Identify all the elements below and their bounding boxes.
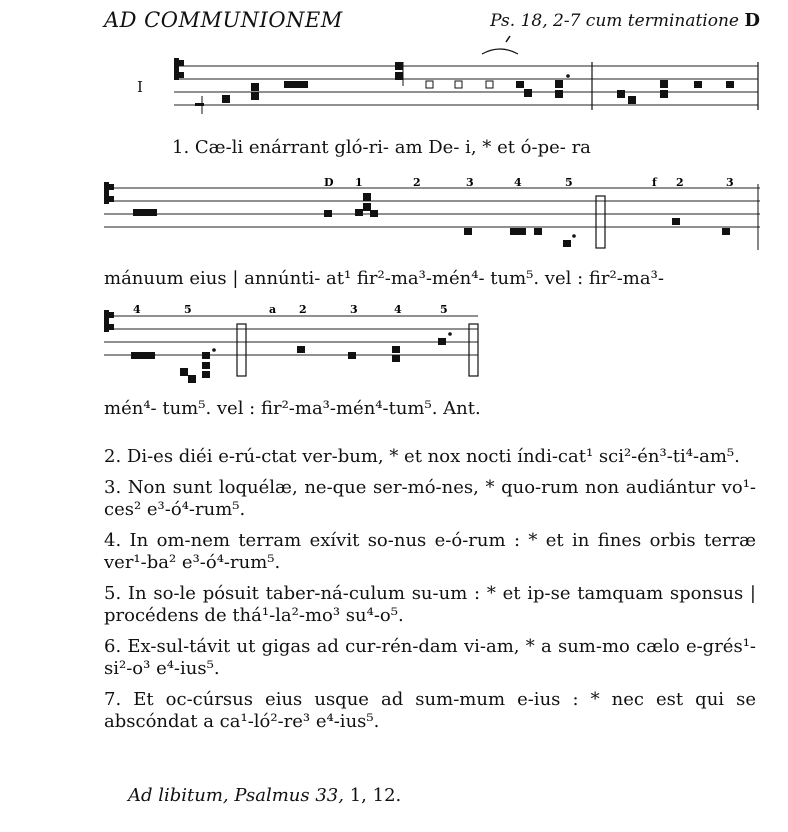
staff-3 bbox=[104, 316, 478, 355]
staff-3-labels bbox=[133, 303, 448, 316]
staff-label: 3 bbox=[350, 303, 358, 316]
verse-6: 6. Ex-sul-távit ut gigas ad cur-rén-dam vi-am, * a sum-mo cælo e-grés¹-si²-o³ e⁴-ius⁵. bbox=[104, 636, 756, 679]
staff-2-neumes bbox=[133, 184, 758, 250]
verse-3: 3. Non sunt loquélæ, ne-que ser-mó-nes, * quo-rum non audiántur vo¹-ces² e³-ó⁴-rum⁵. bbox=[104, 477, 756, 520]
staff-label: D bbox=[324, 176, 334, 189]
staff-1 bbox=[174, 66, 758, 105]
reference-text: Ps. 18, 2-7 cum terminatione bbox=[490, 11, 739, 31]
staff-label: 2 bbox=[413, 176, 421, 189]
staff-label: 5 bbox=[440, 303, 448, 316]
lyric-line-2: mánuum eius | annúnti- at¹ fir²-ma³-mén⁴- tum⁵. vel : fir²-ma³- bbox=[104, 268, 664, 289]
staff-3-neumes bbox=[131, 324, 478, 383]
psalm-verses bbox=[104, 446, 756, 742]
ad-libitum-note bbox=[128, 785, 401, 806]
staff-label: a bbox=[269, 303, 277, 316]
do-clef-icon bbox=[174, 58, 184, 80]
termination-letter: D bbox=[744, 10, 760, 31]
staff-label: f bbox=[652, 176, 657, 189]
verse-2: 2. Di-es diéi e-rú-ctat ver-bum, * et nox nocti índi-cat¹ sci²-én³-ti⁴-am⁵. bbox=[104, 446, 740, 467]
verse-4: 4. In om-nem terram exívit so-nus e-ó-rum : * et in fines orbis terræ ver¹-ba² e³-ó⁴-rum⁵. bbox=[104, 530, 756, 573]
staff-label: 3 bbox=[726, 176, 734, 189]
verse-7: 7. Et oc-cúrsus eius usque ad sum-mum e-ius : * nec est qui se abscóndat a ca¹-ló²-re³ e⁴-ius⁵. bbox=[104, 689, 756, 732]
mode-number: I bbox=[137, 78, 143, 96]
do-clef-icon bbox=[104, 310, 114, 332]
verse-5: 5. In so-le pósuit taber-ná-culum su-um : * et ip-se tamquam sponsus | procédens de thá¹-la²-mo³ su⁴-o⁵. bbox=[104, 583, 756, 626]
staff-label: 2 bbox=[299, 303, 307, 316]
staff-label: 4 bbox=[133, 303, 141, 316]
do-clef-icon bbox=[104, 182, 114, 204]
staff-label: 2 bbox=[676, 176, 684, 189]
staff-2-labels bbox=[324, 176, 734, 189]
staff-1-neumes bbox=[195, 36, 758, 114]
lyric-line-3: mén⁴- tum⁵. vel : fir²-ma³-mén⁴-tum⁵. Ant. bbox=[104, 398, 481, 419]
staff-label: 5 bbox=[184, 303, 192, 316]
staff-label: 5 bbox=[565, 176, 573, 189]
staff-label: 4 bbox=[394, 303, 402, 316]
footer-numbers: 1, 12. bbox=[349, 785, 402, 806]
staff-label: 4 bbox=[514, 176, 522, 189]
footer-text: Ad libitum, Psalmus 33, bbox=[128, 785, 344, 806]
staff-2 bbox=[104, 188, 760, 227]
staff-label: 3 bbox=[466, 176, 474, 189]
staff-label: 1 bbox=[355, 176, 363, 189]
chant-title: AD COMMUNIONEM bbox=[104, 8, 343, 32]
lyric-line-1: 1. Cæ-li enárrant gló-ri- am De- i, * et ó-pe- ra bbox=[172, 137, 591, 158]
